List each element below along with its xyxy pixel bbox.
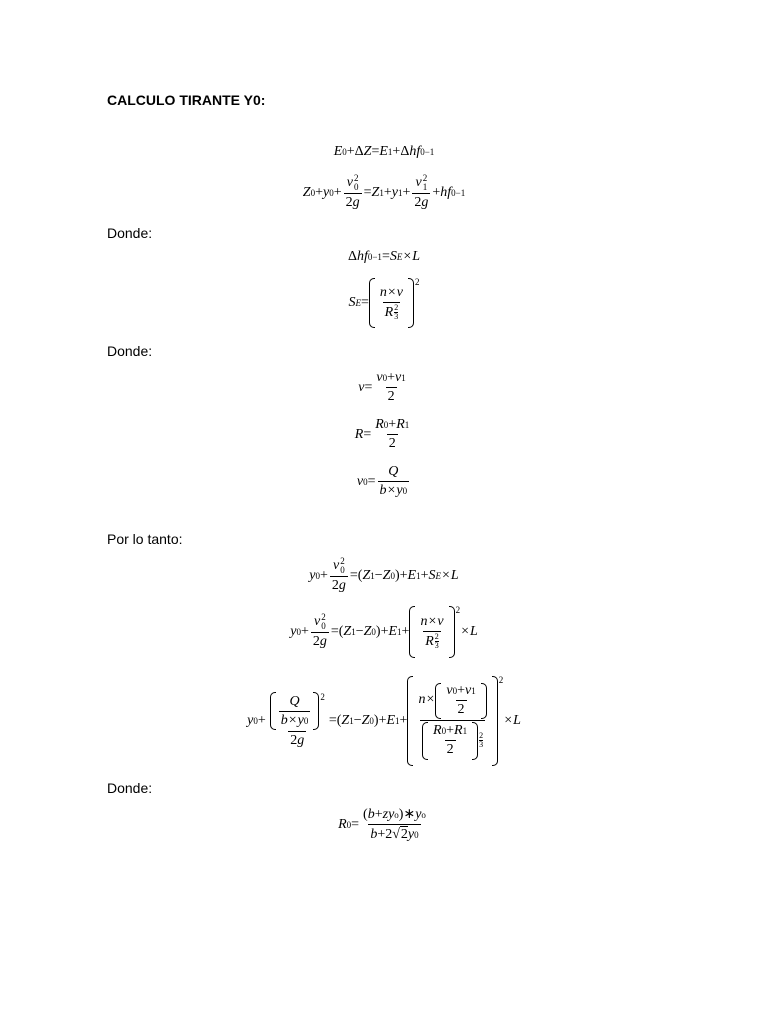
label-por-lo-tanto: Por lo tanto: (107, 531, 183, 547)
equation-head-loss: Δ hf 0−1 = S E × L (347, 249, 421, 264)
equation-combined-3: y 0 + Q b × y 0 2 2 g =( Z 1 − Z 0 )+ E 1 + n × v 0 + v 1 2 R 0 + R 1 2 $\frac{2}{3}$ 2 × L (0, 676, 768, 766)
equation-velocity-0: v 0 = Q b × y 0 (356, 464, 408, 499)
label-donde-1: Donde: (107, 225, 153, 241)
equation-bernoulli: Z 0 + y 0 + v 2 0 2 g = Z 1 + y 1 + v 2 1 2 g + hf 0−1 (302, 173, 466, 210)
equation-slope: S E = n × v R $\frac{2}{3}$ 2 (0, 278, 768, 328)
equation-combined-2: y 0 + v 2 0 2 g =( Z 1 − Z 0 )+ E 1 + n × v R $\frac{2}{3}$ 2 × L (0, 606, 768, 658)
equation-energy-balance: E 0 +Δ Z = E 1 +Δ hf 0−1 (333, 144, 435, 159)
equation-mean-velocity: v = v 0 + v 1 2 (358, 370, 406, 405)
equation-combined-1: y 0 + v 2 0 2 g =( Z 1 − Z 0 )+ E 1 + S E × L (309, 556, 459, 593)
equation-hydraulic-radius: R 0 = ( b + z y o )∗ y o b +2 √ 2 y 0 (338, 807, 426, 843)
page-title: CALCULO TIRANTE Y0: (107, 92, 266, 108)
label-donde-2: Donde: (107, 343, 153, 359)
equation-mean-radius: R = R 0 + R 1 2 (354, 417, 410, 452)
label-donde-3: Donde: (107, 780, 153, 796)
